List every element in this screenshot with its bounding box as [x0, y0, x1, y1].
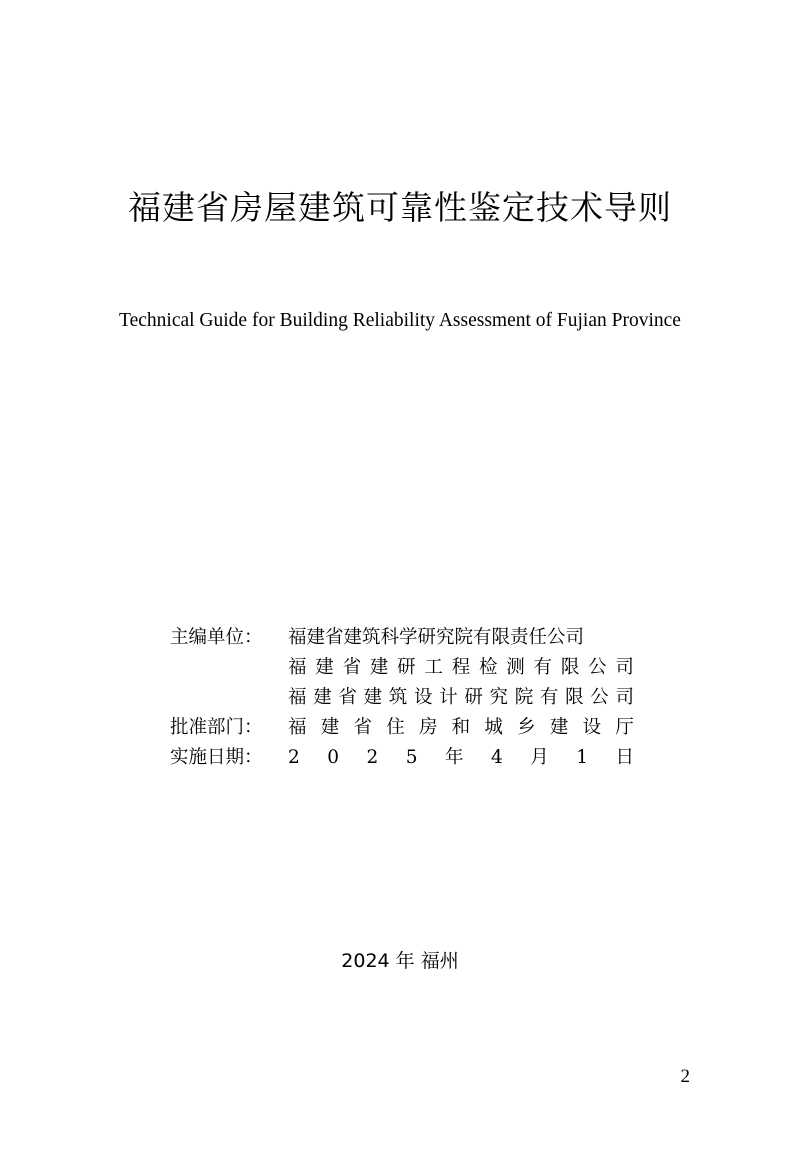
- char: 4: [490, 747, 503, 768]
- char: 乡: [517, 717, 536, 738]
- approver-row: [170, 713, 640, 743]
- char: 建: [320, 717, 340, 738]
- char: 检: [478, 657, 498, 678]
- char: 福: [288, 687, 307, 708]
- char: 研: [397, 657, 416, 678]
- char: 建: [549, 717, 569, 738]
- char: 计: [439, 687, 458, 708]
- char: 筑: [388, 687, 408, 708]
- page-number: 2: [680, 1066, 690, 1087]
- char: 5: [405, 747, 418, 768]
- char: 2: [288, 747, 300, 768]
- char: 2: [366, 747, 379, 768]
- year-and-place: 2024 年 福州: [341, 950, 459, 972]
- char: 省: [342, 657, 362, 678]
- char: 建: [315, 657, 334, 678]
- editor-row-3: [170, 683, 640, 713]
- char: 和: [451, 717, 471, 738]
- editor-2: [288, 653, 634, 683]
- editor-row: [170, 623, 640, 653]
- char: 建: [369, 657, 389, 678]
- char: 公: [590, 687, 609, 708]
- effective-date-label: 实施日期：: [170, 747, 263, 768]
- effective-date: [288, 743, 634, 773]
- editor-3: [288, 683, 634, 713]
- char: 福: [288, 717, 307, 738]
- char: 设: [582, 717, 602, 738]
- char: 厅: [615, 717, 634, 738]
- char: 有: [533, 657, 553, 678]
- char: 省: [353, 717, 372, 738]
- char: 设: [413, 687, 433, 708]
- char: 0: [327, 747, 340, 768]
- char: 院: [514, 687, 534, 708]
- approver: [288, 713, 634, 743]
- char: 测: [506, 657, 525, 678]
- char: 日: [615, 747, 634, 768]
- char: 究: [489, 687, 509, 708]
- char: 年: [445, 747, 464, 768]
- publication-info: [170, 623, 640, 773]
- approver-label: 批准部门：: [170, 717, 263, 738]
- char: 城: [484, 717, 503, 738]
- document-title-cn: 福建省房屋建筑可靠性鉴定技术导则: [128, 188, 672, 227]
- char: 限: [565, 687, 584, 708]
- char: 建: [313, 687, 332, 708]
- char: 福: [288, 657, 307, 678]
- char: 有: [539, 687, 559, 708]
- char: 1: [576, 747, 588, 768]
- char: 房: [418, 717, 438, 738]
- char: 司: [615, 657, 634, 678]
- char: 司: [615, 687, 634, 708]
- char: 研: [464, 687, 483, 708]
- char: 省: [338, 687, 357, 708]
- char: 月: [530, 747, 549, 768]
- document-title-en: Technical Guide for Building Reliability Assessment of Fujian Province: [119, 310, 681, 331]
- char: 工: [424, 657, 443, 678]
- char: 程: [451, 657, 471, 678]
- char: 建: [363, 687, 383, 708]
- effective-date-row: [170, 743, 640, 773]
- editor-row-2: [170, 653, 640, 683]
- char: 公: [588, 657, 607, 678]
- editor-1: 福建省建筑科学研究院有限责任公司: [288, 627, 585, 648]
- char: 住: [386, 717, 405, 738]
- editor-label: 主编单位：: [170, 627, 263, 648]
- char: 限: [560, 657, 580, 678]
